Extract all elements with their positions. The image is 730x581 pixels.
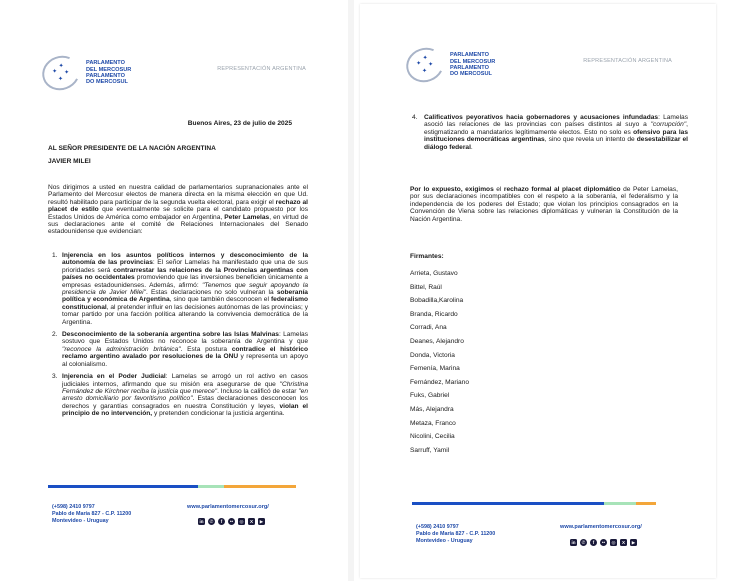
- mercosur-logo-icon: ✦ ✦ ✦ ✦: [401, 43, 448, 88]
- claims-list: [52, 252, 309, 423]
- list-item: 3. Injerencia en el Poder Judicial: Lamelas se arrogó un rol activo en casos judiciales internos, afirmando que su misión era asegurarse de que "Christina Fernández de Kirchner reciba la justicia que merece". Incluso la calificó de estar "en arresto domiciliario por favoritismo político". Estas declaraciones desconocen los derechos y garantías consagrados en nuestra Constitución y leyes, violan el principio de no intervención, y pretenden condicionar la justicia argentina.: [52, 373, 309, 418]
- signer: Corradi, Ana: [410, 324, 447, 332]
- org-name: PARLAMENTO DEL MERCOSUR PARLAMENTO DO MERCOSUL: [86, 60, 132, 86]
- signer: Sarruff, Yamil: [410, 446, 450, 454]
- youtube-icon[interactable]: ▶: [631, 539, 636, 545]
- list-item: 2. Desconocimiento de la soberanía argentina sobre las Islas Malvinas: Lamelas sostuvo que Estados Unidos no reconoce la soberanía de Argentina y que "reconoce la administración británica". Esta postura contradice el histórico reclamo argentino avalado por resoluciones de la ONU y representa un apoyo al colonialismo.: [52, 331, 308, 368]
- signers-list: [410, 267, 469, 457]
- document-page-2: [360, 4, 716, 578]
- signer: Fuks, Gabriel: [410, 392, 450, 400]
- page-gutter: [348, 0, 354, 581]
- signers-title: Firmantes:: [410, 253, 444, 260]
- x-icon[interactable]: X: [249, 519, 253, 524]
- signer: Bittel, Raúl: [410, 283, 442, 291]
- social-icons: [198, 518, 265, 525]
- signer: Branda, Ricardo: [410, 310, 458, 318]
- list-item: 1. Injerencia en los asuntos políticos internos y desconocimiento de la autonomía de las provincias: El señor Lamelas ha manifestado que una de sus prioridades será contrarrestar las relaciones de la Provincias argentinas con países no occidentales promoviendo que las inversiones beneficien únicamente a empresas estadounidenses. Además, afirmó: "Tenemos que seguir apoyando la presidencia de Javier Milei". Estas declaraciones no solo vulneran la soberanía política y económica de Argentina, sino que también desconocen el federalismo constitucional, al pretender influir en las decisiones autónomas de las provincias; y tomar partido por una facción política alterando la convivencia democrática de la Argentina.: [52, 252, 309, 326]
- linkedin-icon[interactable]: in: [571, 540, 576, 545]
- closing-paragraph: Por lo expuesto, exigimos el rechazo formal al placet diplomático de Peter Lamelas, por sus declaraciones incompatibles con el respeto a la soberanía, el federalismo y la independencia de los poderes del Estado; que violan los principios consagrados en la Convención de Viena sobre las relaciones diplomáticas y vulneran la Constitución de la Nación Argentina.: [410, 186, 678, 223]
- addressee: AL SEÑOR PRESIDENTE DE LA NACIÓN ARGENTINA JAVIER MILEI: [48, 145, 216, 165]
- intro-paragraph: Nos dirigimos a usted en nuestra calidad de parlamentarios supranacionales ante el Parlamento del Mercosur electos de manera directa en la misma elección en que Ud. resultó habilitado para participar de la segunda vuelta electoral, para exigir el rechazo al placet de estilo que eventualmente se solicite para el candidato propuesto por los Estados Unidos de América como embajador en Argentina, Peter Lamelas, en virtud de sus declaraciones ante el comité de Relaciones Internacionales del Senado estadounidense que evidencian:: [48, 184, 309, 236]
- x-icon[interactable]: X: [621, 540, 625, 545]
- flickr-icon[interactable]: ••: [229, 519, 234, 524]
- document-page-1: [12, 8, 342, 578]
- list-item-4: 4. Calificativos peyorativos hacia gobernadores y acusaciones infundadas: Lamelas asoció las relaciones de las provincias con países distintos al suyo a "corrupción", estigmatizando a mandatarios legítimamente electos. Esto no solo es ofensivo para las instituciones democráticas argentinas, sino que revela un intento de desestabilizar el diálogo federal.: [412, 114, 688, 151]
- signer: Bobadilla,Karolina: [410, 297, 464, 305]
- instagram-icon[interactable]: ◎: [239, 518, 244, 524]
- facebook-icon[interactable]: f: [218, 518, 225, 525]
- signer: Nicolini, Cecilia: [410, 433, 455, 441]
- header-logo: [42, 56, 131, 90]
- footer-address: (+598) 2410 9797 Pablo de María 827 - C.P. 11200 Montevideo - Uruguay: [416, 524, 496, 544]
- representation-label: REPRESENTACIÓN ARGENTINA: [583, 58, 672, 64]
- signer: Arrieta, Gustavo: [410, 270, 458, 277]
- footer-address: (+598) 2410 9797 Pablo de María 827 - C.P. 11200 Montevideo - Uruguay: [52, 504, 132, 524]
- letter-date: Buenos Aires, 23 de julio de 2025: [187, 120, 292, 127]
- representation-label: REPRESENTACIÓN ARGENTINA: [217, 66, 306, 72]
- footer-color-bar: [48, 485, 296, 488]
- footer-color-bar: [412, 502, 656, 505]
- social-icons: [570, 539, 637, 546]
- flickr-icon[interactable]: ••: [601, 540, 606, 545]
- linkedin-icon[interactable]: in: [199, 519, 204, 524]
- instagram-icon[interactable]: ◎: [611, 539, 616, 545]
- signer: Fernández, Mariano: [410, 378, 470, 386]
- org-name: PARLAMENTO DEL MERCOSUR PARLAMENTO DO MERCOSUL: [450, 52, 496, 78]
- footer-website-link[interactable]: www.parlamentomercosur.org/: [187, 504, 269, 510]
- signer: Donda, Victoria: [410, 351, 455, 359]
- signer: Más, Alejandra: [410, 405, 454, 413]
- whatsapp-icon[interactable]: ✆: [209, 518, 214, 524]
- footer-website-link[interactable]: www.parlamentomercosur.org/: [560, 524, 642, 530]
- signer: Deanes, Alejandro: [410, 337, 464, 345]
- facebook-icon[interactable]: f: [590, 539, 597, 546]
- youtube-icon[interactable]: ▶: [259, 518, 264, 524]
- signer: Metaza, Franco: [410, 419, 456, 427]
- whatsapp-icon[interactable]: ✆: [581, 539, 586, 545]
- signer: Femenía, Marina: [410, 365, 460, 373]
- mercosur-logo-icon: ✦ ✦ ✦ ✦: [37, 51, 84, 96]
- header-logo: [406, 48, 495, 82]
